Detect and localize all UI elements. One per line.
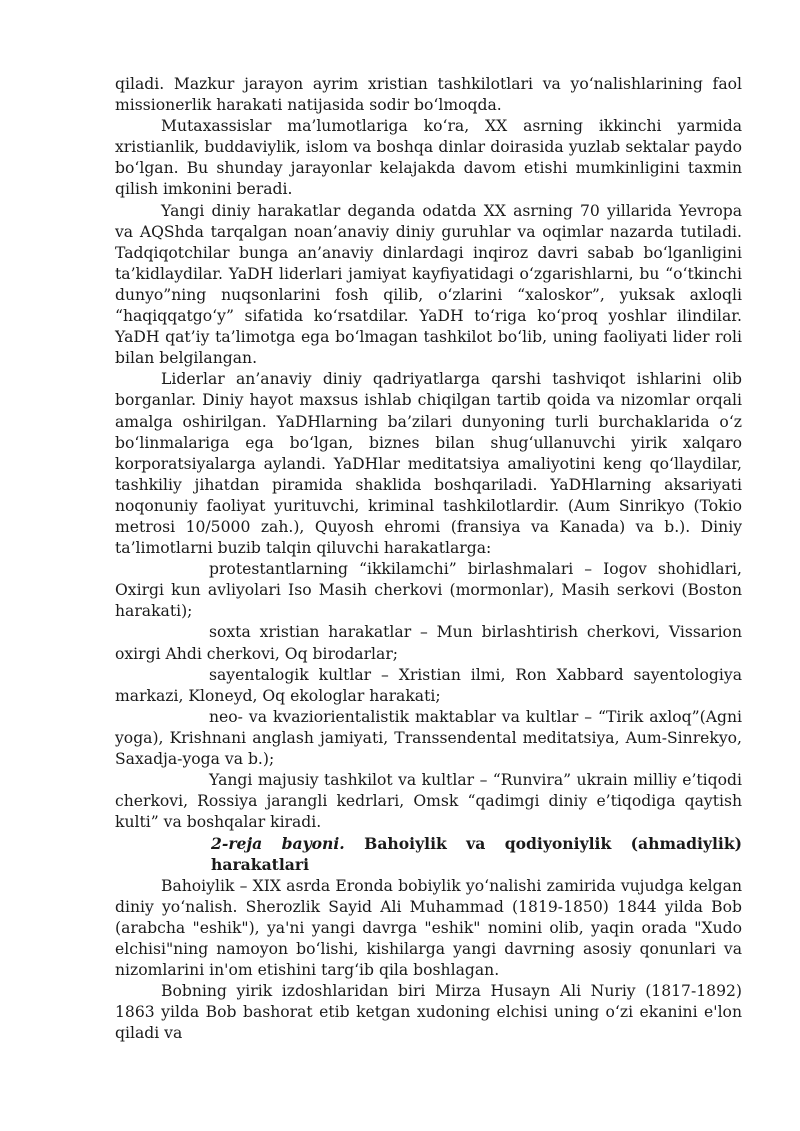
paragraph-bahai: Bahoiylik – XIX asrda Eronda bobiylik yo‘nalishi zamirida vujudga kelgan diniy yo‘nalish. Sherozlik Sayid Ali Muhammad (1819-1850) 1844 yilda Bob (arabcha "eshik"), ya'ni yangi davrga "eshik" nomini olib, yaqin orada "Xudo elchisi"ning namoyon bo‘lishi, kishilarga yangi davrning asosiy qonunlari va nizomlarini in'om etishini targ‘ib qila boshlagan. — [115, 876, 742, 979]
section-heading-title: Bahoiylik va qodiyoniylik (ahmadiylik) harakatlari — [211, 834, 743, 875]
list-item-neo-orientalist: neo- va kvaziorientalistik maktablar va kultlar – “Tirik axloq”(Agni yoga), Krishnani anglash jamiyati, Transsendental meditatsiya, Aum-Sinrekyo, Saxadja-yoga va b.); — [115, 707, 742, 768]
paragraph-leaders: Liderlar an’anaviy diniy qadriyatlarga qarshi tashviqot ishlarini olib borganlar. Diniy hayot maxsus ishlab chiqilgan tartib qoida va nizomlar orqali amalga oshirilgan. YaDHlarning ba’zilari dunyoning turli burchaklarida o‘z bo‘linmalariga ega bo‘lgan, biznes bilan shug‘ullanuvchi yirik xalqaro korporatsiyalarga aylandi. YaDHlar meditatsiya amaliyotini keng qo‘llaydilar, tashkiliy jihatdan piramida shaklida boshqariladi. YaDHlarning aksariyati noqonuniy faoliyat yurituvchi, kriminal tashkilotlardir. (Aum Sinrikyo (Tokio metrosi 10/5000 zah.), Quyosh ehromi (fransiya va Kanada) va b.). Diniy ta’limotlarni buzib talqin qiluvchi harakatlarga: — [115, 370, 742, 558]
list-item-pseudo-christian: soxta xristian harakatlar – Mun birlashtirish cherkovi, Vissarion oxirgi Ahdi cherkovi, Oq birodarlar; — [115, 623, 742, 663]
list-item-scientology: sayentalogik kultlar – Xristian ilmi, Ron Xabbard sayentologiya markazi, Kloneyd, Oq ekologlar harakati; — [115, 665, 742, 705]
section-heading-lead: 2-reja bayoni. — [211, 834, 345, 854]
paragraph-bob-followers: Bobning yirik izdoshlaridan biri Mirza Husayn Ali Nuriy (1817-1892) 1863 yilda Bob bashorat etib ketgan xudoning elchisi uning o‘zi ekanini e'lon qiladi va — [115, 982, 742, 1043]
paragraph-continuation: qiladi. Mazkur jarayon ayrim xristian tashkilotlari va yo‘nalishlarining faol missionerlik harakati natijasida sodir bo‘lmoqda. — [115, 75, 742, 115]
paragraph-experts: Mutaxassislar ma’lumotlariga ko‘ra, XX asrning ikkinchi yarmida xristianlik, buddaviylik, islom va boshqa dinlar doirasida yuzlab sektalar paydo bo‘lgan. Bu shunday jarayonlar kelajakda davom etishi mumkinligini taxmin qilish imkonini beradi. — [115, 117, 742, 199]
paragraph-new-religious-movements: Yangi diniy harakatlar deganda odatda XX asrning 70 yillarida Yevropa va AQShda tarqalgan noan’anaviy diniy guruhlar va oqimlar nazarda tutiladi. Tadqiqotchilar bunga an’anaviy dinlardagi inqiroz davri sabab bo‘lganligini ta’kidlaydilar. YaDH liderlari jamiyat kayfiyatidagi o‘zgarishlarni, bu “o‘tkinchi dunyo”ning nuqsonlarini fosh qilib, o‘zlarini “xaloskor”, yuksak axloqli “haqiqqatgo‘y” sifatida ko‘rsatdilar. YaDH to‘riga ko‘proq yoshlar ilindilar. YaDH qat’iy ta’limotga ega bo‘lmagan tashkilot bo‘lib, uning faoliyati lider roli bilan belgilangan. — [115, 201, 742, 368]
list-item-neo-pagan: Yangi majusiy tashkilot va kultlar – “Runvira” ukrain milliy e’tiqodi cherkovi, Rossiya jarangli kedrlari, Omsk “qadimgi diniy e’tiqodiga qaytish kulti” va boshqalar kiradi. — [115, 771, 742, 832]
list-item-protestant: protestantlarning “ikkilamchi” birlashmalari – Iogov shohidlari, Oxirgi kun avliyolari Iso Masih cherkovi (mormonlar), Masih serkovi (Boston harakati); — [115, 560, 742, 621]
document-page — [115, 74, 742, 1044]
section-heading — [115, 833, 742, 875]
